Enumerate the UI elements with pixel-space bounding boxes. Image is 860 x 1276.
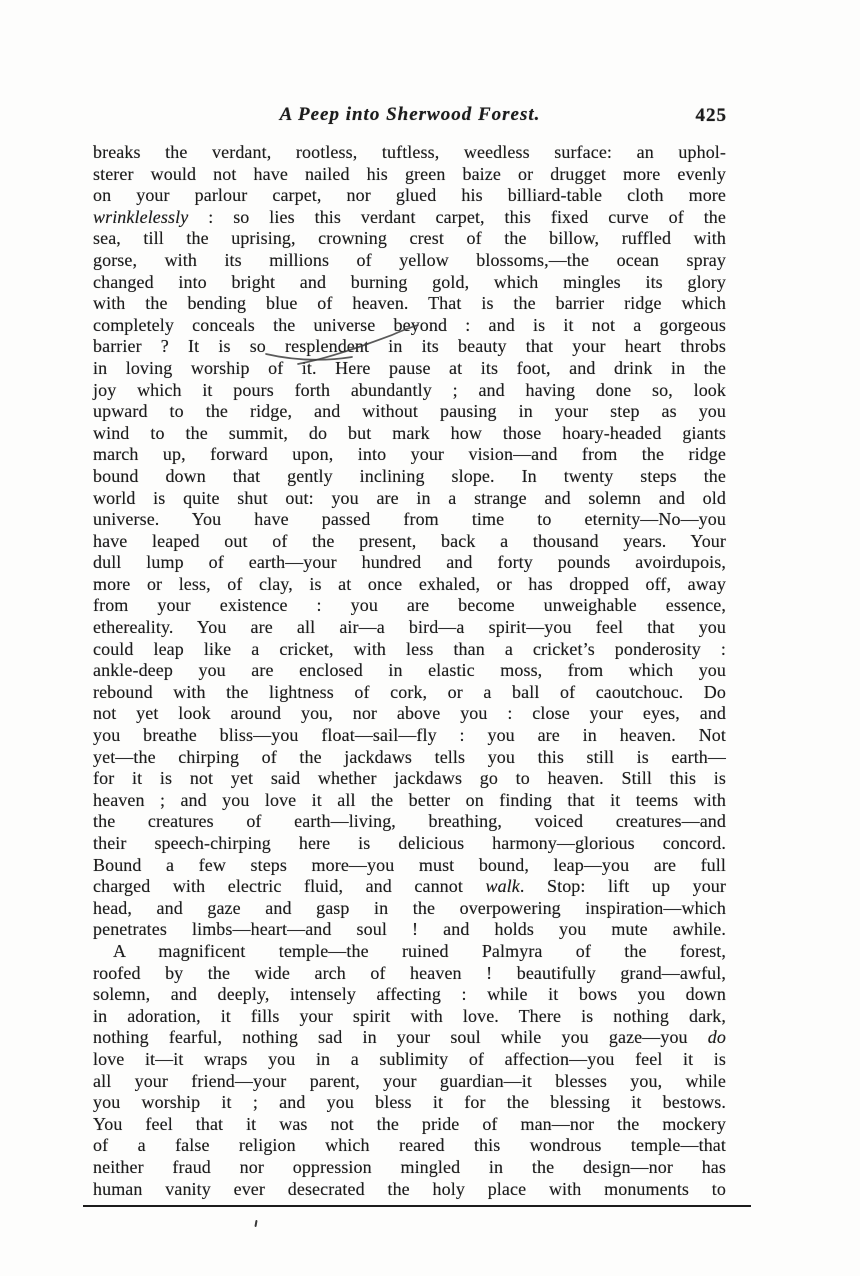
text-line: their speech-chirping here is delicious harmony—glorious concord. <box>93 833 726 853</box>
text-line: solemn, and deeply, intensely affecting : while it bows you down <box>93 984 726 1005</box>
text-line: upward to the ridge, and without pausing in your step as you <box>93 401 726 422</box>
text-line: all your friend—your parent, your guardian—it blesses you, while <box>93 1070 726 1091</box>
text-line: joy which it pours forth abundantly ; and having done so, look <box>93 379 726 400</box>
text-line: human vanity ever desecrated the holy place with monuments to <box>93 1178 726 1199</box>
bottom-rule <box>83 1205 751 1207</box>
body-lines <box>93 142 726 1200</box>
text-line: charged with electric fluid, and cannot walk. Stop: lift up your <box>93 876 726 897</box>
text-line: from your existence : you are become unweighable essence, <box>93 595 726 616</box>
text-line: nothing fearful, nothing sad in your soul while you gaze—you do <box>93 1027 726 1048</box>
text-line: ankle-deep you are enclosed in elastic moss, from which you <box>93 660 726 681</box>
text-line: of a false religion which reared this wondrous temple—that <box>93 1135 726 1156</box>
text-line: universe. You have passed from time to eternity—No—you <box>93 509 726 530</box>
text-line: roofed by the wide arch of heaven ! beautifully grand—awful, <box>93 962 726 983</box>
text-line: you worship it ; and you bless it for the blessing it bestows. <box>93 1092 726 1113</box>
text-line: heaven ; and you love it all the better on finding that it teems with <box>93 789 726 810</box>
text-line: not yet look around you, nor above you : close your eyes, and <box>93 703 726 724</box>
text-line: wind to the summit, do but mark how those hoary-headed giants <box>93 422 726 443</box>
text-line: ethereality. You are all air—a bird—a spirit—you feel that you <box>93 617 726 638</box>
text-line: You feel that it was not the pride of man—nor the mockery <box>93 1113 726 1134</box>
text-line: wrinklelessly : so lies this verdant carpet, this fixed curve of the <box>93 206 726 227</box>
text-line: on your parlour carpet, nor glued his billiard-table cloth more <box>93 185 726 206</box>
text-line: have leaped out of the present, back a thousand years. Your <box>93 530 726 551</box>
text-line: the creatures of earth—living, breathing, voiced creatures—and <box>93 811 726 832</box>
text-line: sterer would not have nailed his green baize or drugget more evenly <box>93 163 726 184</box>
text-line: could leap like a cricket, with less than a cricket’s ponderosity : <box>93 638 726 659</box>
text-line: for it is not yet said whether jackdaws go to heaven. Still this is <box>93 768 726 789</box>
text-line: sea, till the uprising, crowning crest of the billow, ruffled with <box>93 228 726 249</box>
text-line: penetrates limbs—heart—and soul ! and holds you mute awhile. <box>93 919 726 940</box>
page-number: 425 <box>695 105 727 126</box>
text-line: you breathe bliss—you float—sail—fly : you are in heaven. Not <box>93 725 726 746</box>
text-line: march up, forward upon, into your vision—and from the ridge <box>93 444 726 465</box>
running-title: A Peep into Sherwood Forest. <box>279 104 541 125</box>
page-header <box>93 104 727 128</box>
text-line: neither fraud nor oppression mingled in the design—nor has <box>93 1156 726 1177</box>
text-line: completely conceals the universe beyond : and is it not a gorgeous <box>93 314 726 335</box>
text-line: more or less, of clay, is at once exhaled, or has dropped off, away <box>93 573 726 594</box>
text-line: rebound with the lightness of cork, or a ball of caoutchouc. Do <box>93 681 726 702</box>
text-line: gorse, with its millions of yellow blossoms,—the ocean spray <box>93 249 726 270</box>
text-line: yet—the chirping of the jackdaws tells you this still is earth— <box>93 746 726 767</box>
text-line: dull lump of earth—your hundred and forty pounds avoirdupois, <box>93 552 726 573</box>
text-line: world is quite shut out: you are in a strange and solemn and old <box>93 487 726 508</box>
text-line: in adoration, it fills your spirit with love. There is nothing dark, <box>93 1005 726 1026</box>
text-line: changed into bright and burning gold, which mingles its glory <box>93 271 726 292</box>
ink-speck <box>254 1220 257 1227</box>
text-line: A magnificent temple—the ruined Palmyra of the forest, <box>113 940 726 961</box>
text-line: Bound a few steps more—you must bound, leap—you are full <box>93 854 726 875</box>
text-line: head, and gaze and gasp in the overpowering inspiration—which <box>93 897 726 918</box>
text-line: with the bending blue of heaven. That is the barrier ridge which <box>93 293 726 314</box>
text-line: barrier ? It is so resplendent in its beauty that your heart throbs <box>93 336 726 357</box>
text-line: breaks the verdant, rootless, tuftless, weedless surface: an uphol- <box>93 142 726 162</box>
text-line: in loving worship of it. Here pause at its foot, and drink in the <box>93 357 726 378</box>
text-line: bound down that gently inclining slope. In twenty steps the <box>93 465 726 486</box>
text-line: love it—it wraps you in a sublimity of affection—you feel it is <box>93 1048 726 1069</box>
